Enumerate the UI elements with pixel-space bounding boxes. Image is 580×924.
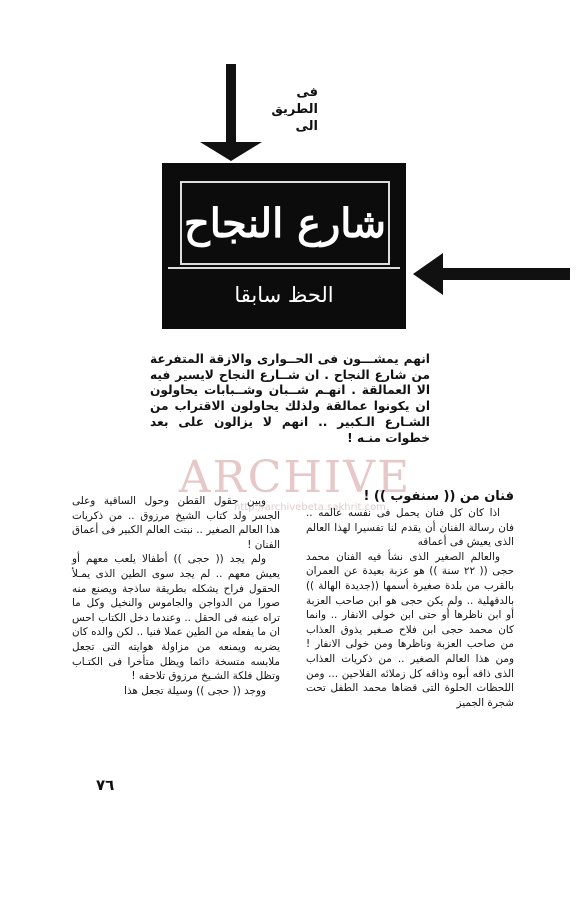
section-heading: فنان من (( سنفوب )) ! xyxy=(363,489,514,504)
intro-text xyxy=(258,84,318,135)
title-divider xyxy=(168,267,400,269)
lead-paragraph: انهم يمشـــون فى الحــوارى والازقة المتفرعة من شارع النجاح . ان شــارع النجاح لايسير فيه الا العمالقة . انهـم شــبان وشــبابات يحاولون ان يكونوا عمالقة ولذلك يحاولون الاقتراب من الشـارع الـكبير .. انهم لا يزالون على بعد خطوات منـه ! xyxy=(150,352,430,445)
intro-line: فى xyxy=(296,85,318,100)
right-column xyxy=(306,488,514,710)
paragraph: وبين حقول القطن وحول الساقية وعلى الجسر ولد كتاب الشيخ مرزوق .. من ذكريات هذا العالم الصغير .. نبتت العالم الكبير فى أعماق الفنان ! xyxy=(72,495,280,551)
paragraph: ووجد (( حجى )) وسيلة تجعل هذا xyxy=(124,684,266,697)
left-arrow-icon xyxy=(440,268,570,280)
intro-line: الطريق xyxy=(271,102,318,117)
watermark-url: http://archivebeta.sakhrit.com xyxy=(234,502,386,513)
intro-line: الى xyxy=(295,119,318,134)
page-number: ٧٦ xyxy=(96,776,115,794)
paragraph: ولم يجد (( حجى )) أطفالا يلعب معهم أو يعيش معهم .. لم يجد سوى الطين الذى يمـلأ الحقول فراح يشكله بطريقة ساذجة ويصنع منه صورا من الدواجن والجاموس والنخيل وكل ما تراه عينه فى الحقل .. وعندما دخل الكتاب احس ان ما يفعله من الطين عملا فنيا .. لكن والده كان يضربه ويمنعه من مزاولة هوايته التى تجعل ملابسه متسخة دائما ويظل متأخرا فى الكتـاب وتظل فلكة الشـيخ مرزوق تلاحقه ! xyxy=(72,553,280,683)
title-frame xyxy=(180,181,390,265)
watermark: ARCHIVE xyxy=(178,452,412,503)
title-subtitle: الحظ سابقا xyxy=(234,283,334,307)
page-title: شارع النجاح xyxy=(183,199,386,247)
left-column xyxy=(72,494,280,698)
title-block xyxy=(162,163,406,329)
paragraph: اذا كان كل فنان يحمل فى نفسه عالمه .. فان رسالة الفنان أن يقدم لنا تفسيرا لهذا العالم الذى يعيش فى أعماقه xyxy=(306,507,514,549)
down-arrow-icon xyxy=(226,64,236,146)
left-arrow-head-icon xyxy=(413,253,443,295)
paragraph: والعالم الصغير الذى نشأ فيه الفنان محمد حجى (( ٢٢ سنة )) هو عزبة بعيدة عن العمران بالقرب من بلدة صغيرة أسمها ((جديدة الهالة )) بالدقهلية .. ولم يكن حجى هو ابن صاحب العزبة أو ابن ناظرها أو حتى ابن خولى الانفار .. وانما كان محمد حجى ابن فلاح صـغير يذوق العذاب من صاحب العزبة وناظرها ومن خولى الانفار ! ومن هذا العالم الصغير .. من ذكريات العذاب الذى ذاقه أبوه وذاقه كل زملائه الفلاحين ... ومن اللحظات الحلوة التى قضاها محمد الطفل تحت شجرة الجميز xyxy=(306,550,514,709)
down-arrow-head-icon xyxy=(200,142,262,161)
